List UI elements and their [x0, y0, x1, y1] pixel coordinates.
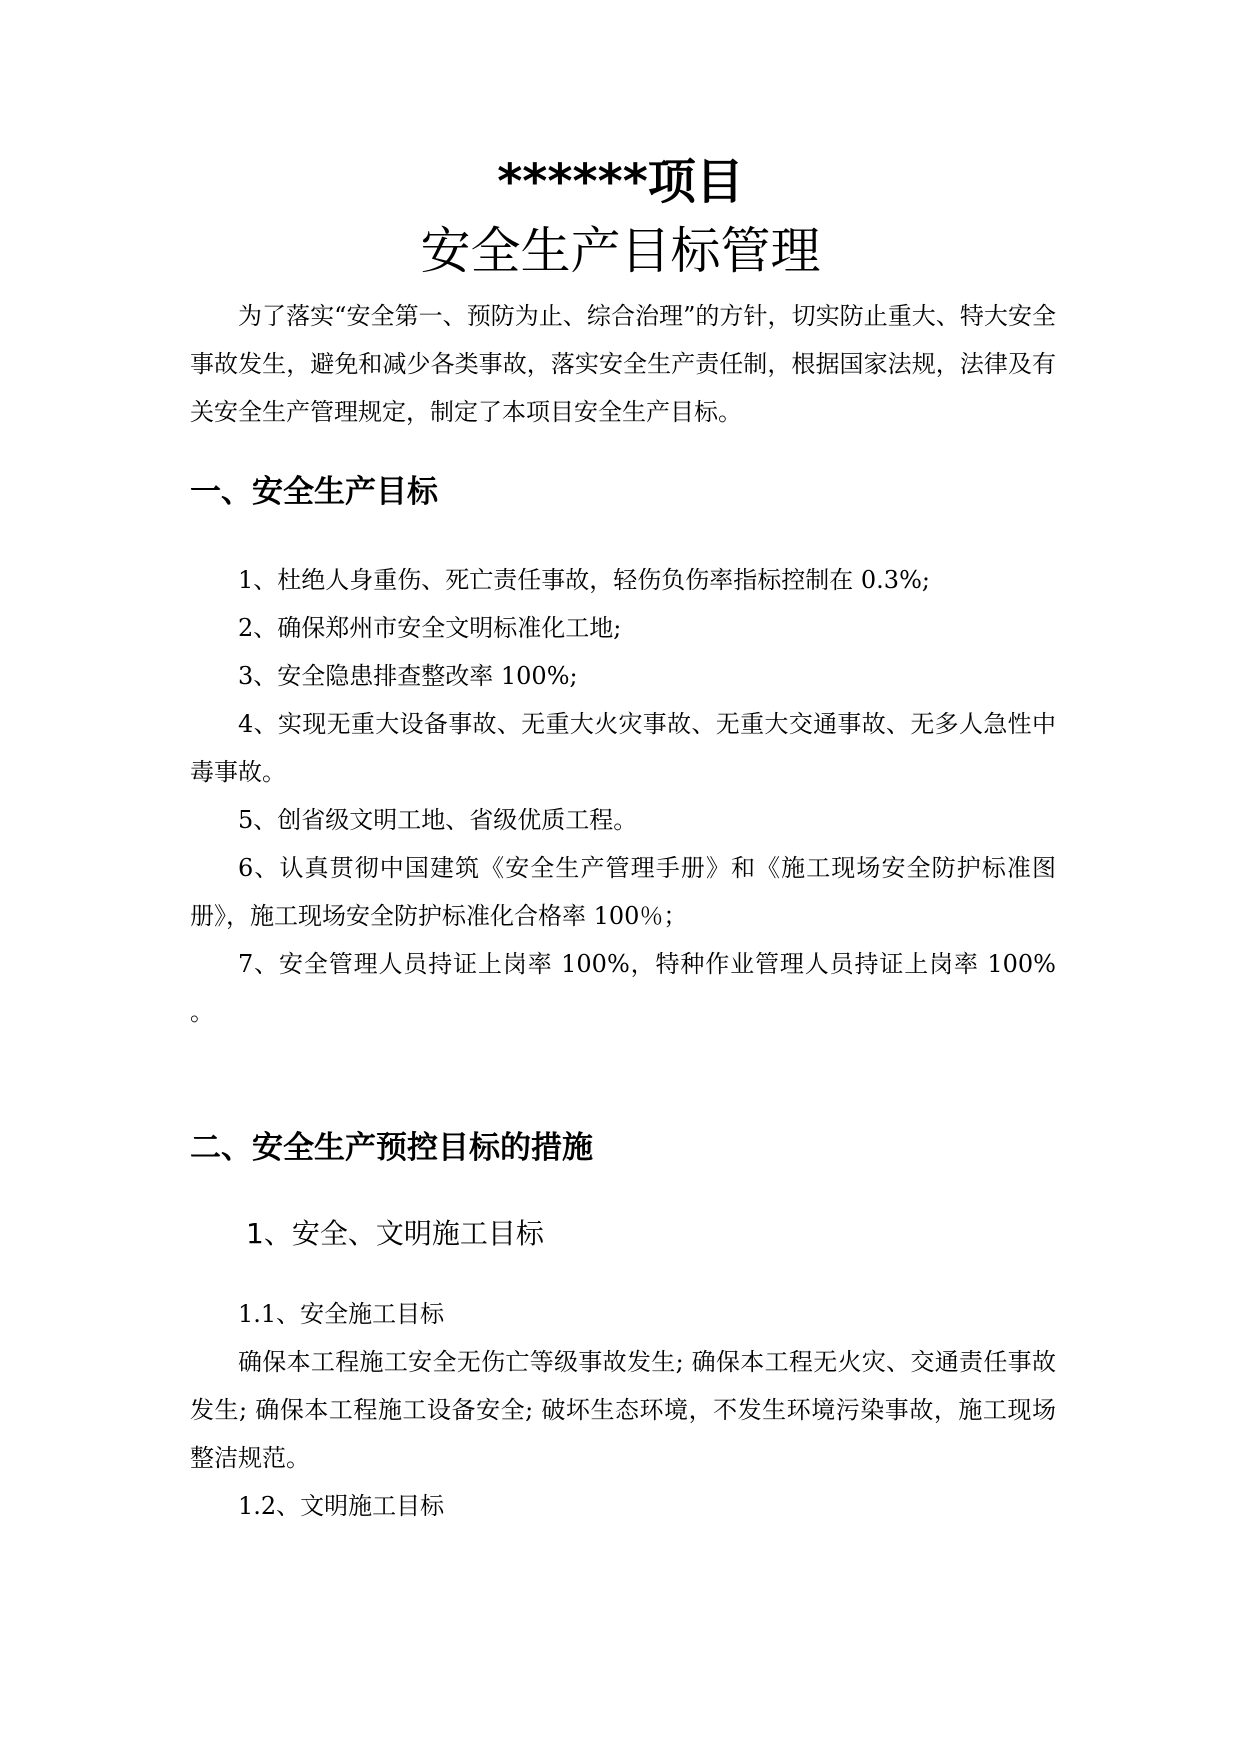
list-item: 7、安全管理人员持证上岗率 100%，特种作业管理人员持证上岗率 100% 。: [190, 950, 1056, 1026]
section1-heading: 一、安全生产目标: [190, 474, 438, 510]
sub-section-title: 1.2、文明施工目标: [238, 1492, 445, 1520]
sub-section-text: 确保本工程施工安全无伤亡等级事故发生; 确保本工程无火灾、交通责任事故发生; 确保本工程施工设备安全; 破坏生态环境，不发生环境污染事故，施工现场整洁规范。: [190, 1348, 1056, 1472]
intro-paragraph-block: [190, 292, 1056, 436]
document-title-main: 安全生产目标管理: [420, 222, 821, 280]
list-item: 1、杜绝人身重伤、死亡责任事故，轻伤负伤率指标控制在 0.3%;: [238, 566, 930, 594]
intro-paragraph: 为了落实“安全第一、预防为止、综合治理”的方针，切实防止重大、特大安全事故发生，避免和减少各类事故，落实安全生产责任制，根据国家法规，法律及有关安全生产管理规定，制定了本项目安全生产目标。: [190, 302, 1056, 426]
document-title-project: ******项目: [497, 154, 744, 210]
list-item: 4、实现无重大设备事故、无重大火灾事故、无重大交通事故、无多人急性中毒事故。: [190, 710, 1056, 786]
section2-sub-heading: 1、安全、文明施工目标: [246, 1217, 544, 1250]
list-item: 3、安全隐患排查整改率 100%;: [238, 662, 578, 690]
section1-list: [190, 556, 1056, 1036]
list-item: 2、确保郑州市安全文明标准化工地;: [238, 614, 622, 642]
sub-section-title: 1.1、安全施工目标: [238, 1300, 445, 1328]
list-item: 6、认真贯彻中国建筑《安全生产管理手册》和《施工现场安全防护标准图册》，施工现场安全防护标准化合格率 100％；: [190, 854, 1056, 930]
section2-body: [190, 1290, 1056, 1530]
list-item: 5、创省级文明工地、省级优质工程。: [238, 806, 638, 834]
section2-heading: 二、安全生产预控目标的措施: [190, 1130, 593, 1166]
